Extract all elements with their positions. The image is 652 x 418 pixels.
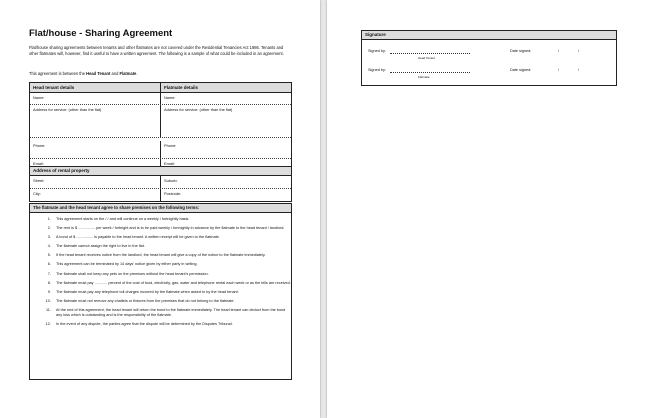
terms-box [29,203,292,380]
property-header: Address of rental property [30,167,291,176]
head-tenant-header: Head tenant details [30,83,160,92]
agreement-parties [29,71,137,76]
page-1 [0,0,320,418]
address-row [30,105,291,138]
term-item: 10. The flatmate must not remove any chattels or fixtures from the premises that do not belong to the flatmate. [52,299,291,304]
head-tenant-signature-row [368,49,608,61]
term-item: 11. At the end of this agreement, the head tenant will return the bond to the flatmate immediately. The head tenant can deduct from the bond any loss which is outstanding and is the responsibility of the flatmate. [52,308,291,318]
term-item: 7. The flatmate shall not keep any pets on the premises without the head tenant's permission. [52,272,291,277]
term-item: 2. The rent is $ ................ per week / fortnight and is to be paid weekly / fortnightly in advance by the flatmate to the head tenant / landlord. [52,226,291,231]
tenant-details-table [29,82,292,172]
term-item: 9. The flatmate must pay any telephone toll charges incurred by the flatmate when asked to by the head tenant. [52,290,291,295]
intro-paragraph: Flat/house sharing agreements between tenants and other flatmates are not covered under the Residential Tenancies Act 1986. Tenants and other flatmates will, however, find it useful to have a written agreement. The following is a sample of what could be included in an agreement. [29,45,284,56]
tenant-table-header-row [30,83,291,93]
postcode-field[interactable]: Postcode: [160,189,291,201]
date-separator: / [558,49,560,53]
between-end: . [136,71,138,76]
between-text: This agreement is between the [29,71,87,76]
street-field[interactable]: Street: [33,178,45,183]
head-tenant-signature-line[interactable] [390,53,470,54]
flatmate-signature-line[interactable] [390,72,470,73]
city-field[interactable]: City: [33,191,41,196]
flatmate-name-field[interactable]: Name: [160,93,291,104]
flatmate-phone-field[interactable]: Phone: [160,141,291,158]
signed-by-label: Signed by: [368,68,386,72]
terms-list [30,217,291,327]
flatmate-email-field[interactable]: Email: [160,159,291,171]
flatmate-header: Flatmate details [160,83,291,92]
name-row [30,93,291,105]
property-address-table [29,166,292,202]
terms-header: The flatmate and the head tenant agree to share premises on the following terms: [30,204,291,213]
term-item: 1. This agreement starts on the / / and will continue on a weekly / fortnightly basis. [52,217,291,222]
phone-row [30,138,291,159]
head-tenant-address-field[interactable]: Address for service: (other than the flat) [33,107,102,112]
street-row [30,176,291,189]
document-title: Flat/house - Sharing Agreement [29,28,173,39]
flatmate-caption: Flatmate [418,75,430,79]
date-separator: / [578,49,580,53]
city-row [30,189,291,201]
term-item: 5. If the head tenant receives notice from the landlord, the head tenant will give a copy of the notice to the flatmate immediately. [52,253,291,258]
signature-box [361,30,617,86]
term-item: 8. The flatmate must pay ............ percent of the cost of food, electricity, gas, water and telephone rental each week or as the bills are received. [52,281,291,286]
signature-header: Signature [362,31,616,40]
term-item: 6. This agreement can be terminated by 14 days' notice given by either party in writing. [52,262,291,267]
date-separator: / [558,68,560,72]
term-item: 3. A bond of $ ................ is payable to the head tenant. A written receipt will be given to the flatmate. [52,235,291,240]
term-item: 4. The flatmate cannot assign the right to live in the flat. [52,244,291,249]
date-signed-label: Date signed: [510,49,532,53]
page-2 [327,0,652,418]
flatmate-term: Flatmate [119,71,137,76]
head-tenant-email-field[interactable]: Email: [33,161,44,166]
head-tenant-name-field[interactable]: Name: [33,95,45,100]
date-signed-label: Date signed: [510,68,532,72]
between-and: and [110,71,120,76]
flatmate-address-field[interactable]: Address for service: (other than the flat) [160,105,291,137]
date-separator: / [578,68,580,72]
term-item: 12. In the event of any dispute, the parties agree that the dispute will be determined by the Disputes Tribunal. [52,322,291,327]
head-tenant-caption: Head Tenant [418,56,435,60]
suburb-field[interactable]: Suburb: [160,176,291,188]
flatmate-signature-row [368,68,608,80]
head-tenant-phone-field[interactable]: Phone: [33,143,46,148]
signed-by-label: Signed by: [368,49,386,53]
head-tenant-term: Head Tenant [86,71,111,76]
